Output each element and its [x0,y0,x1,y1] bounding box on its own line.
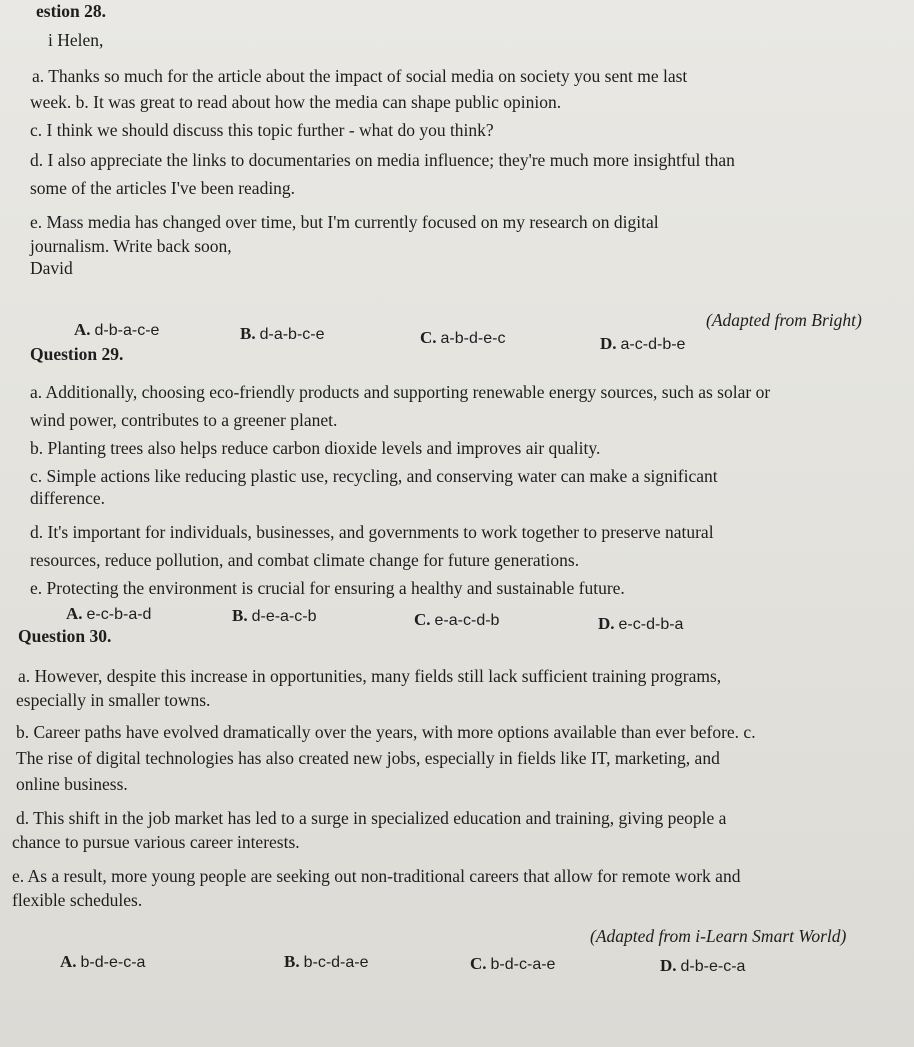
option-value: d-b-a-c-e [94,322,160,339]
option-letter: A. [60,952,77,971]
question-28-heading: estion 28. [36,1,106,21]
q28-line: c. I think we should discuss this topic further - what do you think? [30,120,494,140]
option-value: e-c-d-b-a [618,616,684,633]
letter-greeting: i Helen, [48,30,104,50]
option-value: a-c-d-b-e [620,336,686,353]
q30-option-b[interactable] [284,952,369,973]
q29-line: difference. [30,488,105,508]
q29-line: e. Protecting the environment is crucial for ensuring a healthy and sustainable future. [30,578,625,598]
option-value: d-a-b-c-e [259,326,325,343]
q30-line: especially in smaller towns. [16,690,211,710]
q28-option-b[interactable] [240,324,325,345]
option-value: d-e-a-c-b [251,608,317,625]
q29-line: d. It's important for individuals, businesses, and governments to work together to preserve natural [30,522,714,542]
option-value: e-a-c-d-b [434,612,500,629]
q30-line: b. Career paths have evolved dramatically over the years, with more options available than ever before. c. [16,722,756,742]
q29-option-b[interactable] [232,606,317,627]
q29-line: resources, reduce pollution, and combat climate change for future generations. [30,550,580,570]
option-letter: D. [600,334,617,353]
q30-line: flexible schedules. [12,890,143,910]
option-value: b-d-c-a-e [490,956,556,973]
q28-source: (Adapted from Bright) [706,310,862,330]
option-letter: C. [414,610,431,629]
option-value: a-b-d-e-c [440,330,506,347]
option-letter: D. [598,614,615,633]
q28-line: a. Thanks so much for the article about the impact of social media on society you sent me last [32,66,688,86]
option-value: e-c-b-a-d [86,606,152,623]
q28-option-d[interactable] [600,334,685,355]
q29-line: a. Additionally, choosing eco-friendly products and supporting renewable energy sources, such as solar or [30,382,771,402]
q30-option-c[interactable] [470,954,555,975]
q30-line: chance to pursue various career interests. [12,832,300,852]
q30-option-d[interactable] [660,956,745,977]
option-letter: A. [66,604,83,623]
q30-line: d. This shift in the job market has led to a surge in specialized education and training, giving people a [16,808,727,828]
q29-line: c. Simple actions like reducing plastic use, recycling, and conserving water can make a significant [30,466,718,486]
question-29-heading: Question 29. [30,344,124,364]
q29-line: b. Planting trees also helps reduce carbon dioxide levels and improves air quality. [30,438,601,458]
q28-line: some of the articles I've been reading. [30,178,296,198]
option-letter: B. [232,606,248,625]
q28-line: week. b. It was great to read about how the media can shape public opinion. [30,92,562,112]
q30-line: e. As a result, more young people are seeking out non-traditional careers that allow for remote work and [12,866,741,886]
option-value: b-c-d-a-e [303,954,369,971]
q28-option-c[interactable] [420,328,505,349]
q29-line: wind power, contributes to a greener planet. [30,410,338,430]
q28-line: d. I also appreciate the links to documentaries on media influence; they're much more insightful than [30,150,735,170]
option-letter: A. [74,320,91,339]
q28-line: e. Mass media has changed over time, but I'm currently focused on my research on digital [30,212,659,232]
q30-line: a. However, despite this increase in opportunities, many fields still lack sufficient training programs, [18,666,722,686]
q30-option-a[interactable] [60,952,145,973]
q30-line: The rise of digital technologies has also created new jobs, especially in fields like IT, marketing, and [16,748,720,768]
q30-source: (Adapted from i-Learn Smart World) [590,926,847,946]
q29-option-c[interactable] [414,610,499,631]
option-letter: C. [420,328,437,347]
option-value: b-d-e-c-a [80,954,146,971]
option-letter: C. [470,954,487,973]
q28-line: journalism. Write back soon, [30,236,232,256]
q29-option-a[interactable] [66,604,151,625]
option-letter: B. [240,324,256,343]
option-letter: D. [660,956,677,975]
q30-line: online business. [16,774,128,794]
q28-option-a[interactable] [74,320,159,341]
letter-signature: David [30,258,73,278]
question-30-heading: Question 30. [18,626,112,646]
option-value: d-b-e-c-a [680,958,746,975]
option-letter: B. [284,952,300,971]
q29-option-d[interactable] [598,614,683,635]
